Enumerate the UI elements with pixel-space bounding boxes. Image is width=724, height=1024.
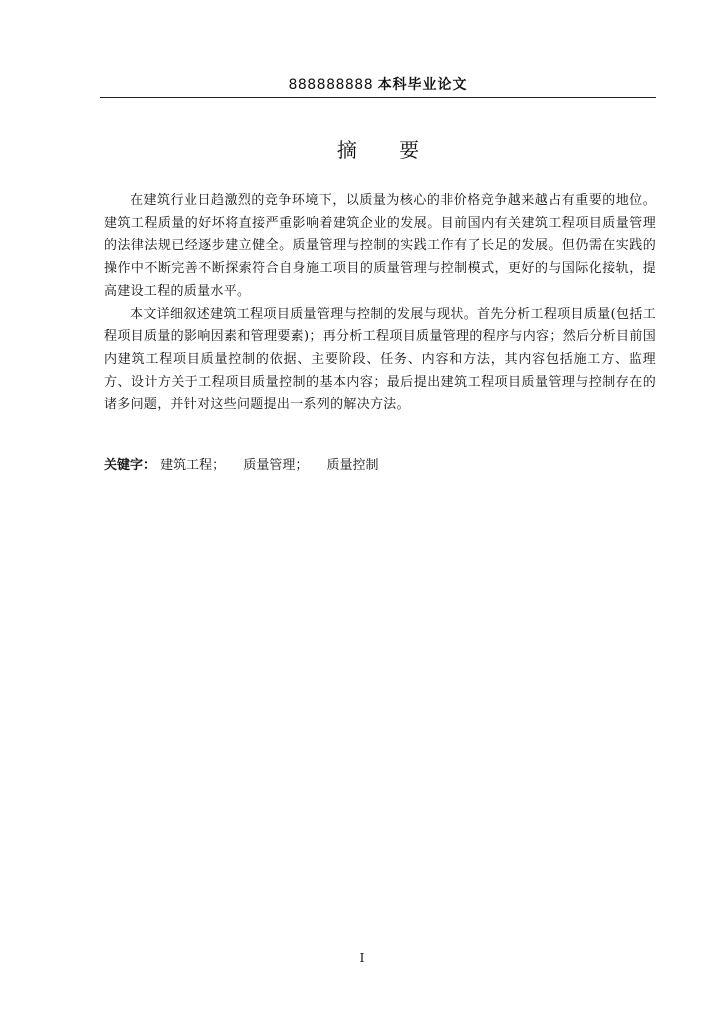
abstract-paragraph-2: 本文详细叙述建筑工程项目质量管理与控制的发展与现状。首先分析工程项目质量(包括工程项目质量的影响因素和管理要素)；再分析工程项目质量管理的程序与内容；然后分析目前国内建筑工程项目质量控制的依据、主要阶段、任务、内容和方法，其内容包括施工方、监理方、设计方关于工程项目质量控制的基本内容；最后提出建筑工程项目质量管理与控制存在的诸多问题，并针对这些问题提出一系列的解决方法。 bbox=[104, 306, 656, 413]
thesis-type-label: 本科毕业论文 bbox=[377, 77, 468, 93]
keyword-item: 建筑工程； bbox=[160, 458, 226, 473]
header-divider bbox=[100, 97, 656, 98]
page-number: I bbox=[359, 951, 365, 965]
abstract-body bbox=[104, 190, 656, 417]
thesis-number: 888888888 bbox=[288, 77, 374, 93]
keyword-item: 质量控制 bbox=[326, 458, 379, 473]
page-header bbox=[100, 74, 656, 96]
keywords-line bbox=[104, 455, 656, 477]
keyword-item: 质量管理； bbox=[243, 458, 309, 473]
abstract-paragraph-1: 在建筑行业日趋激烈的竞争环境下，以质量为核心的非价格竞争越来越占有重要的地位。建筑工程质量的好坏将直接严重影响着建筑企业的发展。目前国内有关建筑工程项目质量管理的法律法规已经逐步建立健全。质量管理与控制的实践工作有了长足的发展。但仍需在实践的操作中不断完善不断探索符合自身施工项目的质量管理与控制模式，更好的与国际化接轨，提高建设工程的质量水平。 bbox=[104, 193, 656, 299]
abstract-title: 摘 要 bbox=[336, 138, 438, 162]
keywords-label: 关键字： bbox=[104, 458, 157, 473]
